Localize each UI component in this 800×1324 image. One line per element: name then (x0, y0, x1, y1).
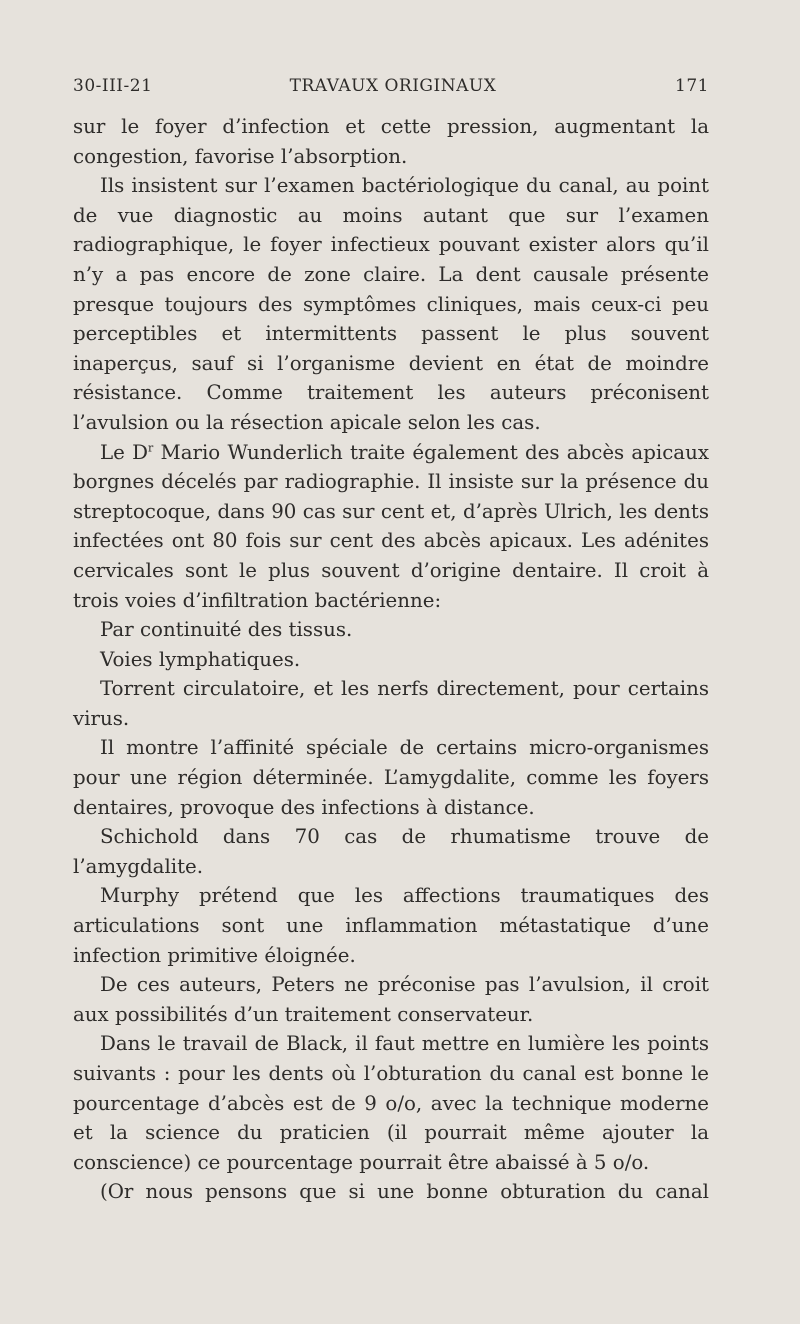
paragraph-3 (73, 438, 709, 616)
paragraph-6: Torrent circulatoire, et les nerfs directement, pour certains virus. (73, 677, 709, 730)
paragraph-3-text: Mario Wunderlich traite également des abcès apicaux borgnes décelés par radiographie. Il insiste sur la présence du streptocoque, dans 90 cas sur cent et, d’après Ulrich, les dents infectées ont 80 fois sur cent des abcès apicaux. Les adénites cervicales sont le plus souvent d’origine dentaire. Il croit à trois voies d’infiltration bactérienne: (73, 440, 709, 612)
paragraph-9: Murphy prétend que les affections traumatiques des articulations sont une inflammation métastatique d’une infection primitive éloignée. (73, 884, 709, 967)
paragraph-5: Voies lymphatiques. (100, 647, 301, 671)
paragraph-1: sur le foyer d’infection et cette pression, augmentant la congestion, favorise l’absorption. (73, 115, 709, 168)
page-body (73, 112, 709, 1207)
paragraph-10: De ces auteurs, Peters ne préconise pas l’avulsion, il croit aux possibilités d’un traitement conservateur. (73, 973, 709, 1026)
page-number: 171 (675, 76, 709, 96)
paragraph-2: Ils insistent sur l’examen bactériologique du canal, au point de vue diagnostic au moins autant que sur l’examen radiographique, le foyer infectieux pouvant exister alors qu’il n’y a pas encore de zone claire. La dent causale présente presque toujours des symptômes cliniques, mais ceux-ci peu perceptibles et intermittents passent le plus souvent inaperçus, sauf si l’organisme devient en état de moindre résistance. Comme traitement les auteurs préconisent l’avulsion ou la résection apicale selon les cas. (73, 174, 709, 434)
paragraph-11: Dans le travail de Black, il faut mettre en lumière les points suivants : pour les dents où l’obturation du canal est bonne le pourcentage d’abcès est de 9 o/o, avec la technique moderne et la science du praticien (il pourrait même ajouter la conscience) ce pourcentage pourrait être abaissé à 5 o/o. (73, 1032, 709, 1174)
doctor-abbrev-sup: r (147, 440, 154, 454)
paragraph-8: Schichold dans 70 cas de rhumatisme trouve de l’amygdalite. (73, 825, 709, 878)
paragraph-4: Par continuité des tissus. (100, 618, 353, 642)
header-date: 30-III-21 (73, 76, 153, 96)
running-header (73, 76, 709, 102)
header-title: TRAVAUX ORIGINAUX (289, 76, 497, 96)
paragraph-12: (Or nous pensons que si une bonne obturation du canal (100, 1180, 709, 1204)
doctor-abbrev: Le D (100, 440, 148, 464)
paragraph-7: Il montre l’affinité spéciale de certains micro-organismes pour une région déterminée. L’amygdalite, comme les foyers dentaires, provoque des infections à distance. (73, 736, 709, 819)
